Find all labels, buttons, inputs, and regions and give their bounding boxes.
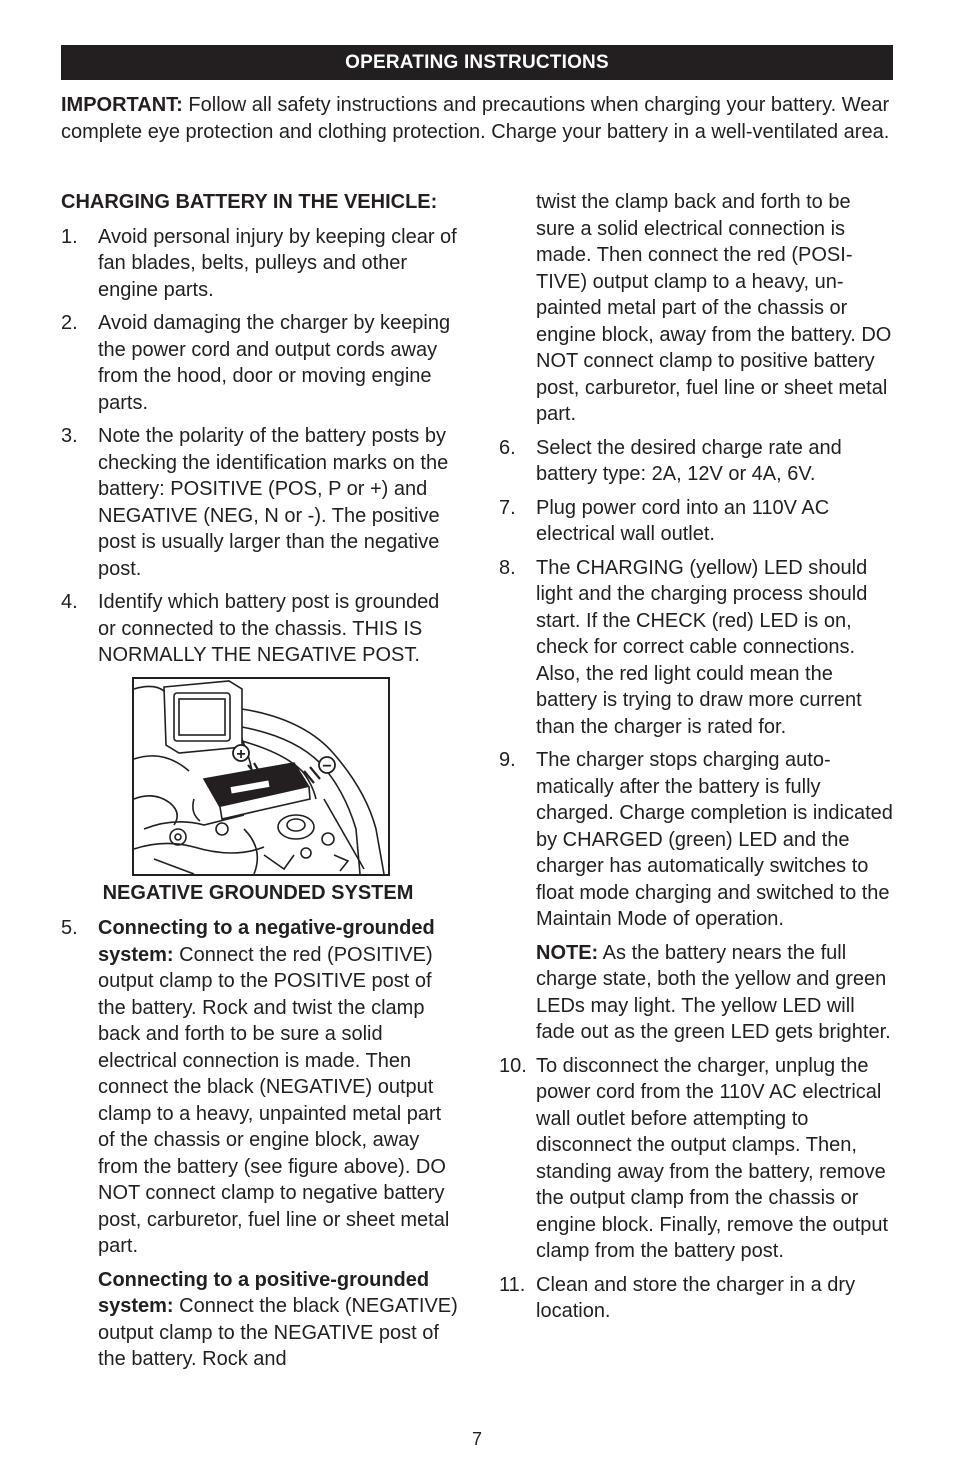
step-text: The charger stops charging automatically after the battery is fully charged. Charge completion is indicated by CHARGED (green) LED and the charger has automatically switches to float mode charging and switched to the Maintain Mode of operation.	[536, 749, 893, 930]
step-item	[61, 589, 459, 669]
step-text: Avoid damaging the charger by keeping the power cord and output cords away from the hood, door or moving engine parts.	[98, 312, 451, 414]
step-text: Clean and store the charger in a dry location.	[536, 1273, 856, 1322]
step-number: 3.	[61, 425, 78, 447]
step-item	[61, 224, 459, 304]
step-item	[61, 423, 459, 582]
step-item	[499, 1272, 894, 1325]
step-number: 9.	[499, 749, 516, 771]
step-text: Note the polarity of the battery posts by checking the identification marks on the battery: POSITIVE (POS, P or +) and NEGATIVE (NEG, N or -). The positive post is usually larger than the negative post.	[98, 425, 449, 580]
step-item	[499, 435, 894, 488]
figure-caption: NEGATIVE GROUNDED SYSTEM	[102, 881, 414, 904]
step-number: 11.	[499, 1273, 526, 1296]
negative-symbol: −	[322, 757, 332, 775]
important-text: Follow all safety instructions and precautions when charging your battery. Wear complete eye protection and clothing protection. Charge your battery in a well-ventilated area.	[61, 94, 890, 143]
left-column	[61, 189, 459, 1380]
battery-connection-figure	[132, 677, 390, 876]
step-number: 7.	[499, 496, 516, 519]
step-number: 1.	[61, 225, 78, 248]
step-number: 6.	[499, 436, 516, 459]
note-paragraph	[536, 940, 894, 1046]
step-number: 5.	[61, 917, 78, 939]
step-number: 4.	[61, 591, 78, 613]
step-text	[98, 915, 459, 1260]
note-text: As the battery nears the full charge state, both the yellow and green LEDs may light. The yellow LED will fade out as the green LED gets brighter.	[536, 941, 891, 1043]
step-text: Identify which battery post is grounded or connected to the chassis. THIS IS NORMALLY THE NEGATIVE POST.	[98, 591, 440, 666]
step-item	[499, 747, 894, 933]
positive-ground-continuation: twist the clamp back and forth to be sure a solid electrical connection is made. Then connect the red (POSITIVE) output clamp to a heavy, unpainted metal part of the chassis or engine block, away from the battery. DO NOT connect clamp to positive battery post, carburetor, fuel line or sheet metal part.	[536, 191, 892, 425]
step-item	[499, 1053, 894, 1265]
step-item	[61, 310, 459, 416]
step-item	[61, 915, 459, 1260]
step-bold-lead: Connecting to a negative-grounded system:	[98, 917, 435, 966]
step-text: Plug power cord into an 110V AC electrical wall outlet.	[536, 496, 830, 545]
step-text: Select the desired charge rate and battery type: 2A, 12V or 4A, 6V.	[536, 436, 842, 485]
right-column	[499, 189, 894, 1332]
positive-symbol: +	[236, 745, 246, 763]
paragraph-bold-lead: Connecting to a positive-grounded system:	[98, 1268, 430, 1317]
important-notice	[61, 92, 896, 145]
engine-bay-illustration	[134, 679, 388, 874]
note-label: NOTE:	[536, 941, 599, 964]
section-title-bar	[61, 45, 893, 80]
positive-ground-paragraph	[98, 1267, 459, 1373]
step-item	[499, 495, 894, 548]
step-body: Connect the red (POSITIVE) output clamp to the POSITIVE post of the battery. Rock and twist the clamp back and forth to be sure a solid electrical connection is made. Then connect the black (NEGATIVE) output clamp to a heavy, unpainted metal part of the chassis or engine block, away from the battery (see figure above). DO NOT connect clamp to negative battery post, carburetor, fuel line or sheet metal part.	[98, 943, 450, 1257]
step-item	[499, 555, 894, 741]
step-text: The CHARGING (yellow) LED should light and the charging process should start. If the CHECK (red) LED is on, check for correct cable connections. Also, the red light could mean the battery is trying to draw more current than the charger is rated for.	[536, 556, 868, 738]
step-number: 2.	[61, 312, 78, 334]
page-number: 7	[471, 1429, 482, 1449]
section-title: OPERATING INSTRUCTIONS	[345, 51, 609, 73]
section-heading: CHARGING BATTERY IN THE VEHICLE:	[61, 191, 438, 213]
step-number: 10.	[499, 1054, 527, 1077]
step-text: To disconnect the charger, unplug the power cord from the 110V AC electrical wall outlet before attempting to disconnect the output clamps. Then, standing away from the battery, remove the output clamp from the chassis or engine block. Finally, remove the output clamp from the battery post.	[536, 1054, 889, 1262]
step-number: 8.	[499, 556, 516, 579]
paragraph-body: Connect the black (NEGATIVE) output clamp to the NEGATIVE post of the battery. Rock and	[98, 1295, 458, 1370]
step-text: Avoid personal injury by keeping clear of fan blades, belts, pulleys and other engine parts.	[98, 225, 457, 301]
important-label: IMPORTANT:	[61, 94, 183, 116]
